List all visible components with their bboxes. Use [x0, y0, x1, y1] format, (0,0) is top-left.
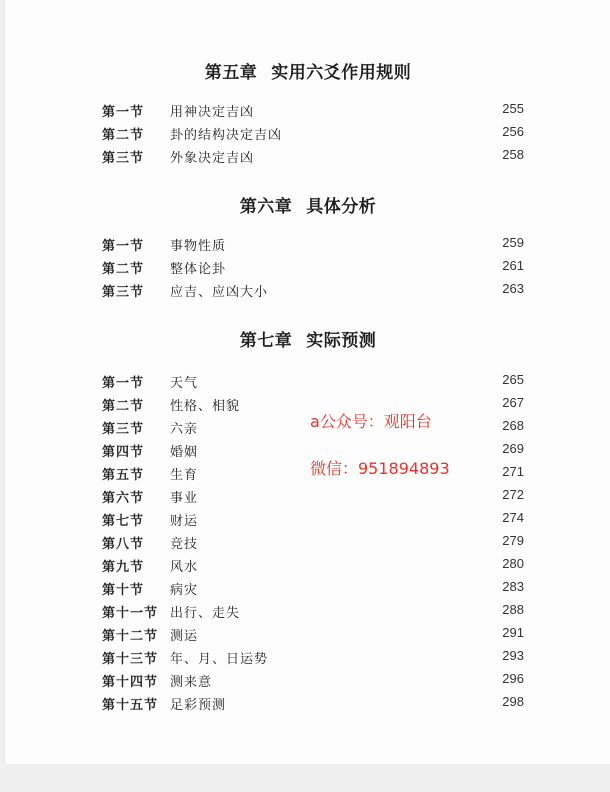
page-number: 272	[502, 487, 524, 502]
section-title: 事业	[170, 491, 199, 506]
section-number: 第八节	[102, 537, 145, 552]
toc-row	[102, 124, 524, 144]
toc-row	[102, 625, 524, 645]
section-title: 出行、走失	[170, 606, 241, 621]
section-title: 风水	[170, 560, 199, 575]
chapter-7-heading	[5, 326, 610, 351]
toc-row	[102, 556, 524, 576]
page-number: 298	[502, 694, 524, 709]
section-number: 第一节	[102, 105, 145, 120]
section-number: 第六节	[102, 491, 145, 506]
toc-row	[102, 101, 524, 121]
toc-row	[102, 281, 524, 301]
section-number: 第十五节	[102, 698, 159, 713]
section-title: 婚姻	[170, 445, 199, 460]
page-number: 280	[502, 556, 524, 571]
section-number: 第三节	[102, 285, 145, 300]
section-title: 生育	[170, 468, 199, 483]
section-number: 第十四节	[102, 675, 159, 690]
section-number: 第一节	[102, 376, 145, 391]
section-number: 第二节	[102, 262, 145, 277]
page-number: 267	[502, 395, 524, 410]
page-number: 256	[502, 124, 524, 139]
section-title: 病灾	[170, 583, 199, 598]
toc-row	[102, 235, 524, 255]
chapter-number: 第七章	[239, 331, 293, 351]
chapter-5-heading	[5, 58, 610, 83]
page-number: 263	[502, 281, 524, 296]
section-title: 外象决定吉凶	[170, 151, 255, 166]
chapter-number: 第六章	[239, 197, 293, 217]
chapter-6-heading	[5, 192, 610, 217]
page-number: 261	[502, 258, 524, 273]
toc-row	[102, 147, 524, 167]
toc-row	[102, 533, 524, 553]
page-number: 279	[502, 533, 524, 548]
page-number: 269	[502, 441, 524, 456]
section-title: 足彩预测	[170, 698, 227, 713]
watermark-public-account: a公众号：观阳台	[310, 412, 432, 431]
toc-row	[102, 258, 524, 278]
page-number: 293	[502, 648, 524, 663]
page-number: 258	[502, 147, 524, 162]
section-title: 六亲	[170, 422, 199, 437]
page-number: 274	[502, 510, 524, 525]
toc-row	[102, 372, 524, 392]
section-title: 年、月、日运势	[170, 652, 269, 667]
toc-row	[102, 510, 524, 530]
section-title: 性格、相貌	[170, 399, 241, 414]
toc-row	[102, 487, 524, 507]
watermark-wechat-id: 微信：951894893	[310, 459, 450, 478]
section-number: 第十二节	[102, 629, 159, 644]
page-number: 271	[502, 464, 524, 479]
section-title: 天气	[170, 376, 199, 391]
section-title: 测来意	[170, 675, 213, 690]
section-title: 卦的结构决定吉凶	[170, 128, 283, 143]
section-number: 第十节	[102, 583, 145, 598]
section-title: 竞技	[170, 537, 199, 552]
page-number: 291	[502, 625, 524, 640]
page-number: 268	[502, 418, 524, 433]
toc-row	[102, 648, 524, 668]
toc-row	[102, 671, 524, 691]
page-number: 288	[502, 602, 524, 617]
section-title: 测运	[170, 629, 199, 644]
section-number: 第五节	[102, 468, 145, 483]
page-number: 255	[502, 101, 524, 116]
section-number: 第二节	[102, 128, 145, 143]
toc-row	[102, 602, 524, 622]
page-number: 265	[502, 372, 524, 387]
chapter-title: 实际预测	[306, 331, 377, 351]
section-number: 第二节	[102, 399, 145, 414]
chapter-number: 第五章	[204, 63, 258, 83]
toc-row	[102, 579, 524, 599]
page-number: 259	[502, 235, 524, 250]
section-number: 第一节	[102, 239, 145, 254]
toc-row	[102, 694, 524, 714]
section-number: 第七节	[102, 514, 145, 529]
section-title: 事物性质	[170, 239, 227, 254]
page-number: 296	[502, 671, 524, 686]
chapter-title: 实用六爻作用规则	[271, 63, 412, 83]
section-number: 第三节	[102, 422, 145, 437]
document-page	[4, 0, 610, 764]
chapter-title: 具体分析	[306, 197, 377, 217]
section-title: 用神决定吉凶	[170, 105, 255, 120]
section-title: 财运	[170, 514, 199, 529]
section-title: 整体论卦	[170, 262, 227, 277]
section-number: 第十三节	[102, 652, 159, 667]
section-number: 第三节	[102, 151, 145, 166]
section-number: 第四节	[102, 445, 145, 460]
section-number: 第十一节	[102, 606, 159, 621]
section-number: 第九节	[102, 560, 145, 575]
section-title: 应吉、应凶大小	[170, 285, 269, 300]
page-number: 283	[502, 579, 524, 594]
